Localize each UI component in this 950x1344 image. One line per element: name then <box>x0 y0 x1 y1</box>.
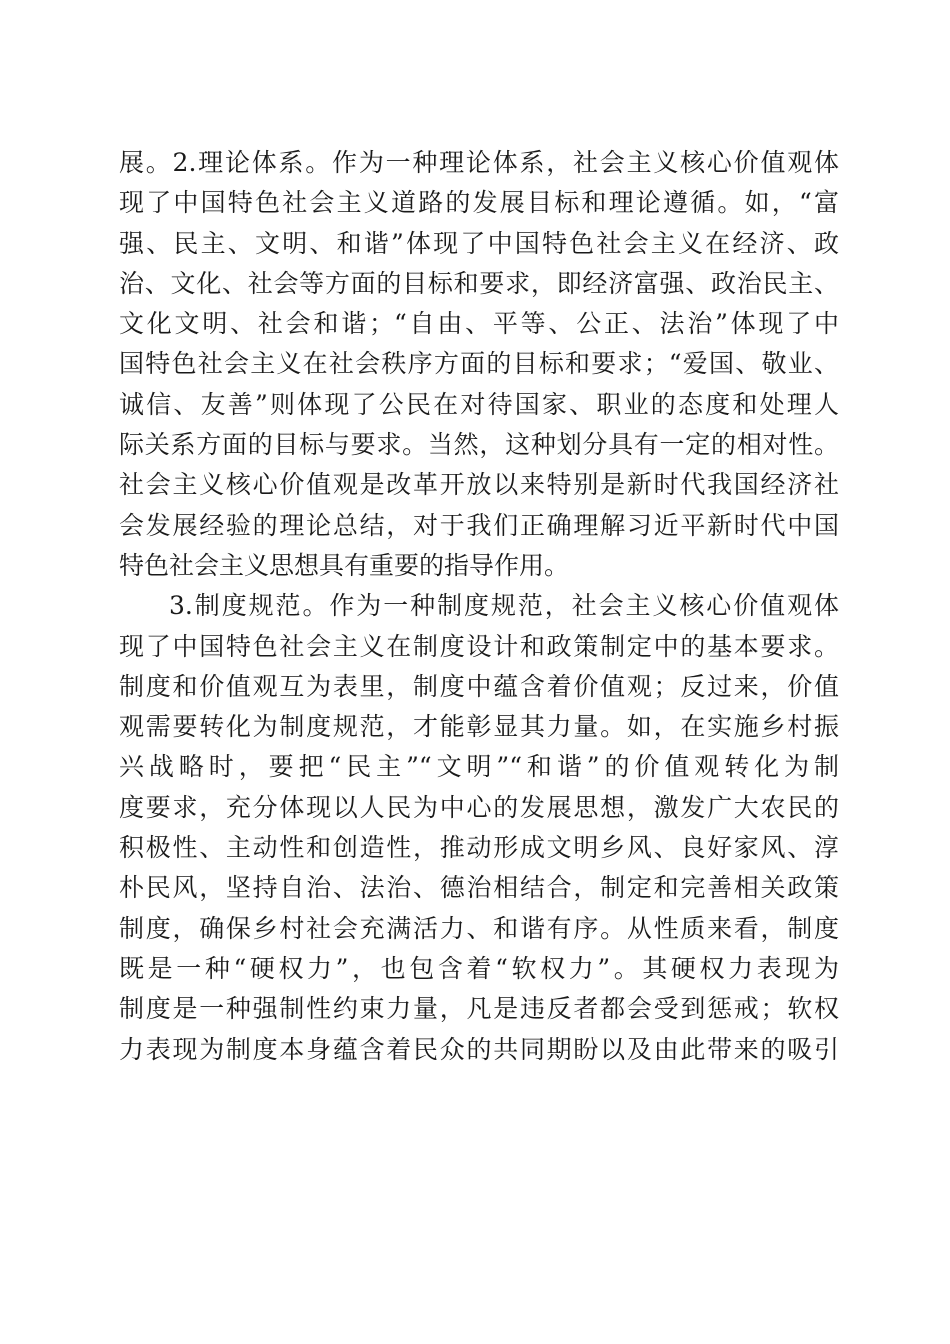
text-line: 现了中国特色社会主义在制度设计和政策制定中的基本要求。 <box>119 631 839 661</box>
text-line: 度要求，充分体现以人民为中心的发展思想，激发广大农民的 <box>119 792 839 822</box>
text-line: 朴民风，坚持自治、法治、德治相结合，制定和完善相关政策 <box>119 873 839 903</box>
paragraph-start-line: 3.制度规范。作为一种制度规范，社会主义核心价值观体 <box>169 591 839 621</box>
text-line: 治、文化、社会等方面的目标和要求，即经济富强、政治民主、 <box>119 268 839 298</box>
text-line: 力表现为制度本身蕴含着民众的共同期盼以及由此带来的吸引 <box>119 1034 839 1064</box>
text-line: 际关系方面的目标与要求。当然，这种划分具有一定的相对性。 <box>119 430 839 460</box>
text-line: 社会主义核心价值观是改革开放以来特别是新时代我国经济社 <box>119 470 839 500</box>
body-text <box>119 143 839 1070</box>
paragraph-end-line: 特色社会主义思想具有重要的指导作用。 <box>119 550 570 580</box>
text-line: 诚信、友善”则体现了公民在对待国家、职业的态度和处理人 <box>119 389 839 419</box>
text-line: 现了中国特色社会主义道路的发展目标和理论遵循。如，“富 <box>119 188 839 218</box>
text-line: 既是一种“硬权力”，也包含着“软权力”。其硬权力表现为 <box>119 953 839 983</box>
text-line: 国特色社会主义在社会秩序方面的目标和要求；“爱国、敬业、 <box>119 349 839 379</box>
text-line: 制度和价值观互为表里，制度中蕴含着价值观；反过来，价值 <box>119 671 839 701</box>
text-line: 观需要转化为制度规范，才能彰显其力量。如，在实施乡村振 <box>119 712 839 742</box>
text-line: 制度是一种强制性约束力量，凡是违反者都会受到惩戒；软权 <box>119 994 839 1024</box>
text-line: 展。2.理论体系。作为一种理论体系，社会主义核心价值观体 <box>119 148 839 177</box>
text-line: 积极性、主动性和创造性，推动形成文明乡风、良好家风、淳 <box>119 833 839 863</box>
text-line: 会发展经验的理论总结，对于我们正确理解习近平新时代中国 <box>119 510 839 540</box>
text-line: 文化文明、社会和谐；“自由、平等、公正、法治”体现了中 <box>119 309 839 339</box>
text-line: 强、民主、文明、和谐”体现了中国特色社会主义在经济、政 <box>119 228 839 258</box>
text-line: 兴战略时，要把“民主”“文明”“和谐”的价值观转化为制 <box>119 752 839 782</box>
text-line: 制度，确保乡村社会充满活力、和谐有序。从性质来看，制度 <box>119 913 839 943</box>
